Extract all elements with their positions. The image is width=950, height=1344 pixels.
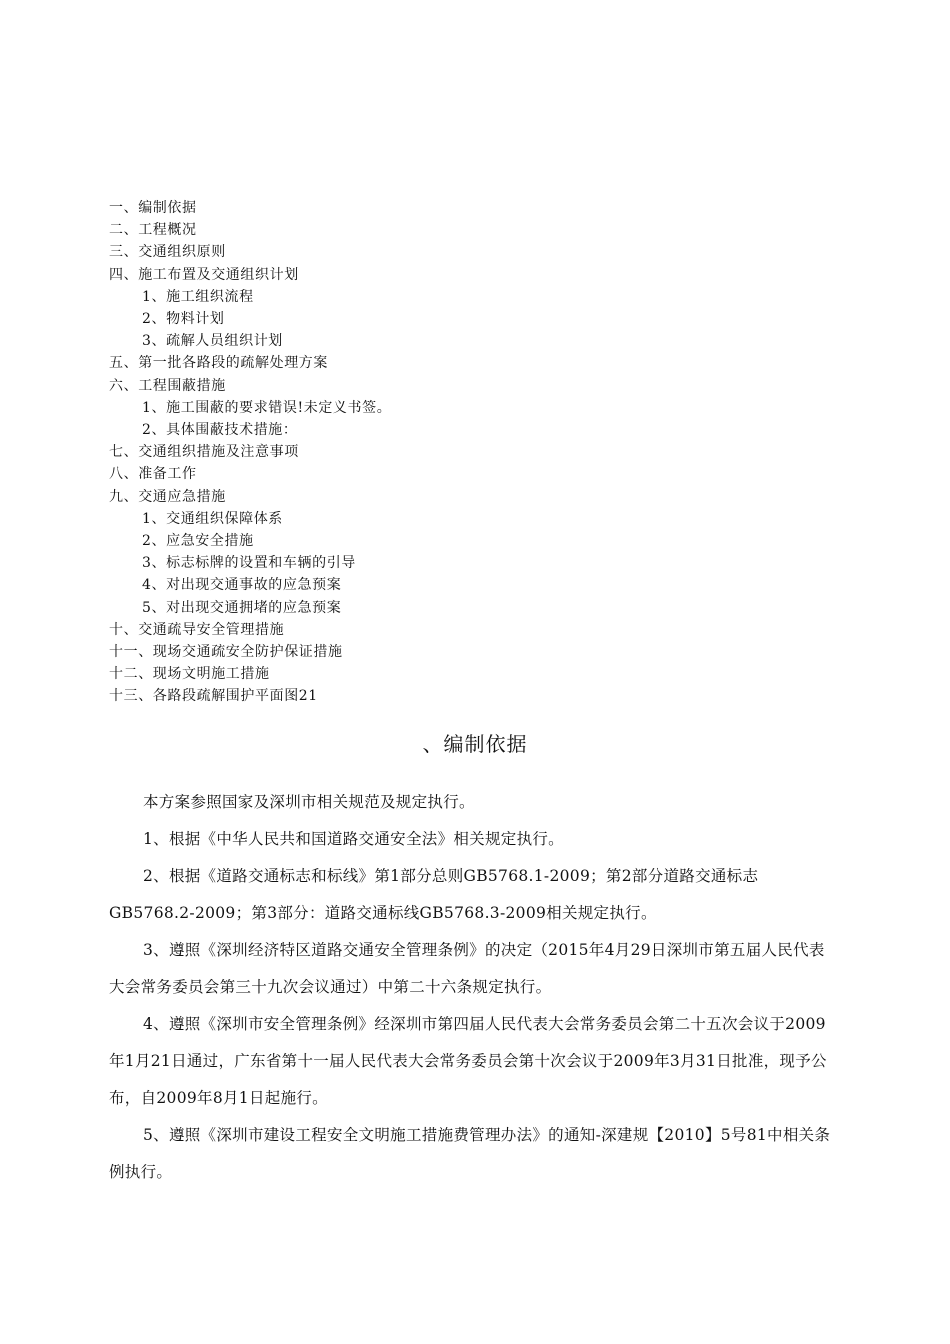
- toc-item[interactable]: 十、交通疏导安全管理措施: [109, 621, 285, 638]
- toc-item[interactable]: 五、第一批各路段的疏解处理方案: [109, 355, 328, 372]
- toc-item[interactable]: 七、交通组织措施及注意事项: [109, 444, 299, 461]
- toc-item[interactable]: 九、交通应急措施: [109, 488, 226, 505]
- toc-item[interactable]: 十三、各路段疏解围护平面图21: [109, 688, 318, 705]
- paragraph: 本方案参照国家及深圳市相关规范及规定执行。: [143, 793, 475, 811]
- toc-item[interactable]: 六、工程围蔽措施: [109, 377, 226, 394]
- toc-item[interactable]: 十二、现场文明施工措施: [109, 666, 270, 683]
- toc-item[interactable]: 四、施工布置及交通组织计划: [109, 266, 299, 283]
- section-body: [109, 784, 837, 1191]
- toc-subitem[interactable]: 2、物料计划: [142, 311, 225, 328]
- toc-item[interactable]: 三、交通组织原则: [109, 244, 226, 261]
- toc-subitem[interactable]: 1、施工组织流程: [142, 288, 254, 305]
- toc-subitem[interactable]: 3、标志标牌的设置和车辆的引导: [142, 555, 356, 572]
- toc-item[interactable]: 一、编制依据: [109, 200, 197, 216]
- toc-subitem[interactable]: 1、交通组织保障体系: [142, 510, 283, 527]
- table-of-contents: [109, 197, 829, 708]
- paragraph: 5、遵照《深圳市建设工程安全文明施工措施费管理办法》的通知-深建规【2010】5号81中相关条例执行。: [109, 1126, 831, 1181]
- paragraph: 3、遵照《深圳经济特区道路交通安全管理条例》的决定（2015年4月29日深圳市第五届人民代表大会常务委员会第三十九次会议通过）中第二十六条规定执行。: [109, 941, 825, 996]
- toc-subitem[interactable]: 3、疏解人员组织计划: [142, 333, 283, 350]
- toc-item[interactable]: 十一、现场交通疏安全防护保证措施: [109, 644, 343, 661]
- toc-subitem[interactable]: 4、对出现交通事故的应急预案: [142, 577, 342, 594]
- toc-subitem[interactable]: 2、具体围蔽技术措施：: [142, 422, 298, 439]
- toc-subitem[interactable]: 1、施工围蔽的要求错误!未定义书签。: [142, 399, 392, 416]
- toc-subitem[interactable]: 2、应急安全措施: [142, 533, 254, 550]
- toc-item[interactable]: 二、工程概况: [109, 222, 197, 239]
- toc-subitem[interactable]: 5、对出现交通拥堵的应急预案: [142, 599, 342, 616]
- section-heading: 、编制依据: [422, 732, 528, 756]
- paragraph: 4、遵照《深圳市安全管理条例》经深圳市第四届人民代表大会常务委员会第二十五次会议于2009年1月21日通过，广东省第十一届人民代表大会常务委员会第十次会议于2009年3月31日批准，现予公布，自2009年8月1日起施行。: [109, 1015, 827, 1107]
- toc-item[interactable]: 八、准备工作: [109, 466, 197, 483]
- paragraph: 2、根据《道路交通标志和标线》第1部分总则GB5768.1-2009；第2部分道路交通标志GB5768.2-2009；第3部分：道路交通标线GB5768.3-2009相关规定执行。: [109, 867, 759, 922]
- paragraph: 1、根据《中华人民共和国道路交通安全法》相关规定执行。: [143, 830, 564, 848]
